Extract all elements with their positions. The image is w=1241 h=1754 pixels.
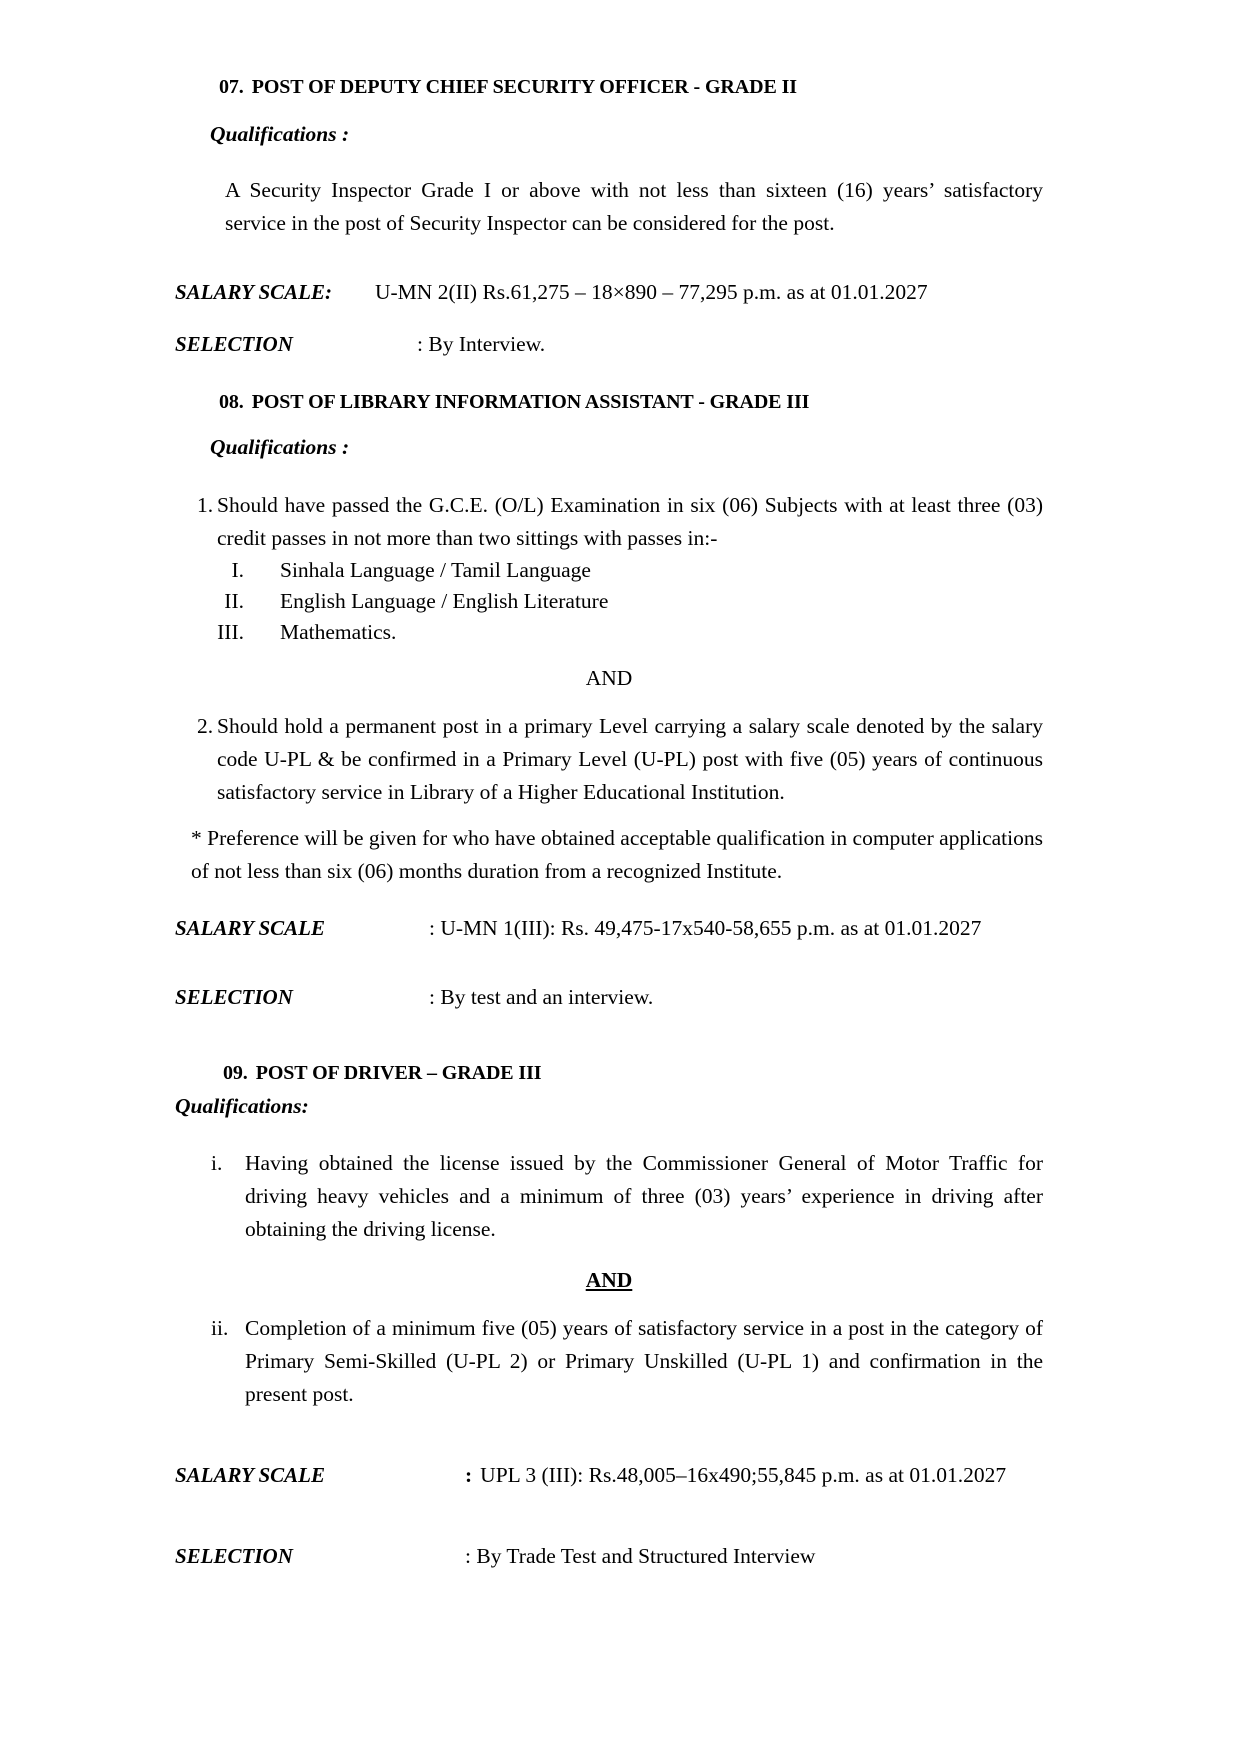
subject-2-numeral: II. <box>224 589 244 613</box>
section-08-item-1-text: Should have passed the G.C.E. (O/L) Examination in six (06) Subjects with at least three (03) credit passes in not more than two sittings with passes in:- <box>217 493 1043 550</box>
subject-3-text: Mathematics. <box>280 620 397 644</box>
section-07-salary-value: U-MN 2(II) Rs.61,275 – 18×890 – 77,295 p.m. as at 01.01.2027 <box>375 280 928 304</box>
section-09-item-i-number: i. <box>211 1151 223 1175</box>
section-08-qualifications-label: Qualifications : <box>210 435 350 459</box>
section-08-preference-note: * Preference will be given for who have obtained acceptable qualification in computer applications of not less than six (06) months duration from a recognized Institute. <box>191 826 1043 883</box>
section-09-number: 09. <box>223 1062 248 1084</box>
subject-3-numeral: III. <box>217 620 244 644</box>
section-08-number: 08. <box>219 391 244 413</box>
section-09-salary-colon: : <box>465 1463 473 1487</box>
section-08-item-1 <box>197 489 1043 555</box>
section-09-item-ii-text: Completion of a minimum five (05) years of satisfactory service in a post in the category of Primary Semi-Skilled (U-PL 2) or Primary Unskilled (U-PL 1) and confirmation in the present post. <box>245 1316 1043 1406</box>
section-09-and-separator <box>175 1264 1043 1297</box>
section-07-selection-row <box>175 328 1043 361</box>
section-09-salary-row <box>175 1459 1043 1492</box>
section-08-selection-label: SELECTION <box>175 985 293 1009</box>
section-07-title: POST OF DEPUTY CHIEF SECURITY OFFICER - GRADE II <box>251 76 797 98</box>
section-07-selection-value: : By Interview. <box>417 332 546 356</box>
section-09-item-i <box>211 1147 1043 1246</box>
section-07-selection-label: SELECTION <box>175 332 293 356</box>
subject-1-text: Sinhala Language / Tamil Language <box>280 558 591 582</box>
section-09-title: POST OF DRIVER – GRADE III <box>255 1062 542 1084</box>
section-09-selection-value: : By Trade Test and Structured Interview <box>465 1544 816 1568</box>
section-08-title: POST OF LIBRARY INFORMATION ASSISTANT - GRADE III <box>251 391 810 413</box>
section-08-item-2-text: Should hold a permanent post in a primary Level carrying a salary scale denoted by the salary code U-PL & be confirmed in a Primary Level (U-PL) post with five (05) years of continuous satisfactory service in Library of a Higher Educational Institution. <box>217 714 1043 804</box>
subject-row-2 <box>212 586 1043 617</box>
section-09-item-ii <box>211 1312 1043 1411</box>
section-08-subject-list <box>212 555 1043 648</box>
subject-1-numeral: I. <box>231 558 244 582</box>
section-09-salary-label: SALARY SCALE <box>175 1463 325 1487</box>
section-08-salary-value: : U-MN 1(III): Rs. 49,475-17x540-58,655 p.m. as at 01.01.2027 <box>429 916 982 940</box>
section-07-salary-label: SALARY SCALE: <box>175 280 332 304</box>
section-09-selection-label: SELECTION <box>175 1544 293 1568</box>
section-07-qualifications-label: Qualifications : <box>210 122 350 146</box>
section-08-item-2-number: 2. <box>197 714 214 738</box>
section-08-salary-label: SALARY SCALE <box>175 916 325 940</box>
section-08-and-separator <box>175 662 1043 695</box>
section-09-item-i-text: Having obtained the license issued by the Commissioner General of Motor Traffic for driving heavy vehicles and a minimum of three (03) years’ experience in driving after obtaining the driving license. <box>245 1151 1043 1241</box>
section-07-qualification-text: A Security Inspector Grade I or above with not less than sixteen (16) years’ satisfactory service in the post of Security Inspector can be considered for the post. <box>225 178 1043 235</box>
section-07-heading <box>219 71 1043 104</box>
section-08-and-text: AND <box>585 666 633 690</box>
section-08-item-2 <box>197 710 1043 809</box>
section-07-salary-row <box>175 276 1043 309</box>
section-07-number: 07. <box>219 76 244 98</box>
subject-row-1 <box>212 555 1043 586</box>
section-08-selection-value: : By test and an interview. <box>429 985 654 1009</box>
section-08-salary-row <box>175 912 1043 945</box>
section-09-and-text: AND <box>585 1268 633 1292</box>
section-08-heading <box>219 386 1043 419</box>
section-09-salary-value: UPL 3 (III): Rs.48,005–16x490;55,845 p.m. as at 01.01.2027 <box>480 1463 1007 1487</box>
section-08-selection-row <box>175 981 1043 1014</box>
section-08-item-1-number: 1. <box>197 493 214 517</box>
section-09-qualifications-label: Qualifications: <box>175 1094 309 1118</box>
subject-2-text: English Language / English Literature <box>280 589 609 613</box>
subject-row-3 <box>212 617 1043 648</box>
section-09-selection-row <box>175 1540 1043 1573</box>
section-09-heading <box>223 1057 1043 1090</box>
section-09-item-ii-number: ii. <box>211 1316 229 1340</box>
